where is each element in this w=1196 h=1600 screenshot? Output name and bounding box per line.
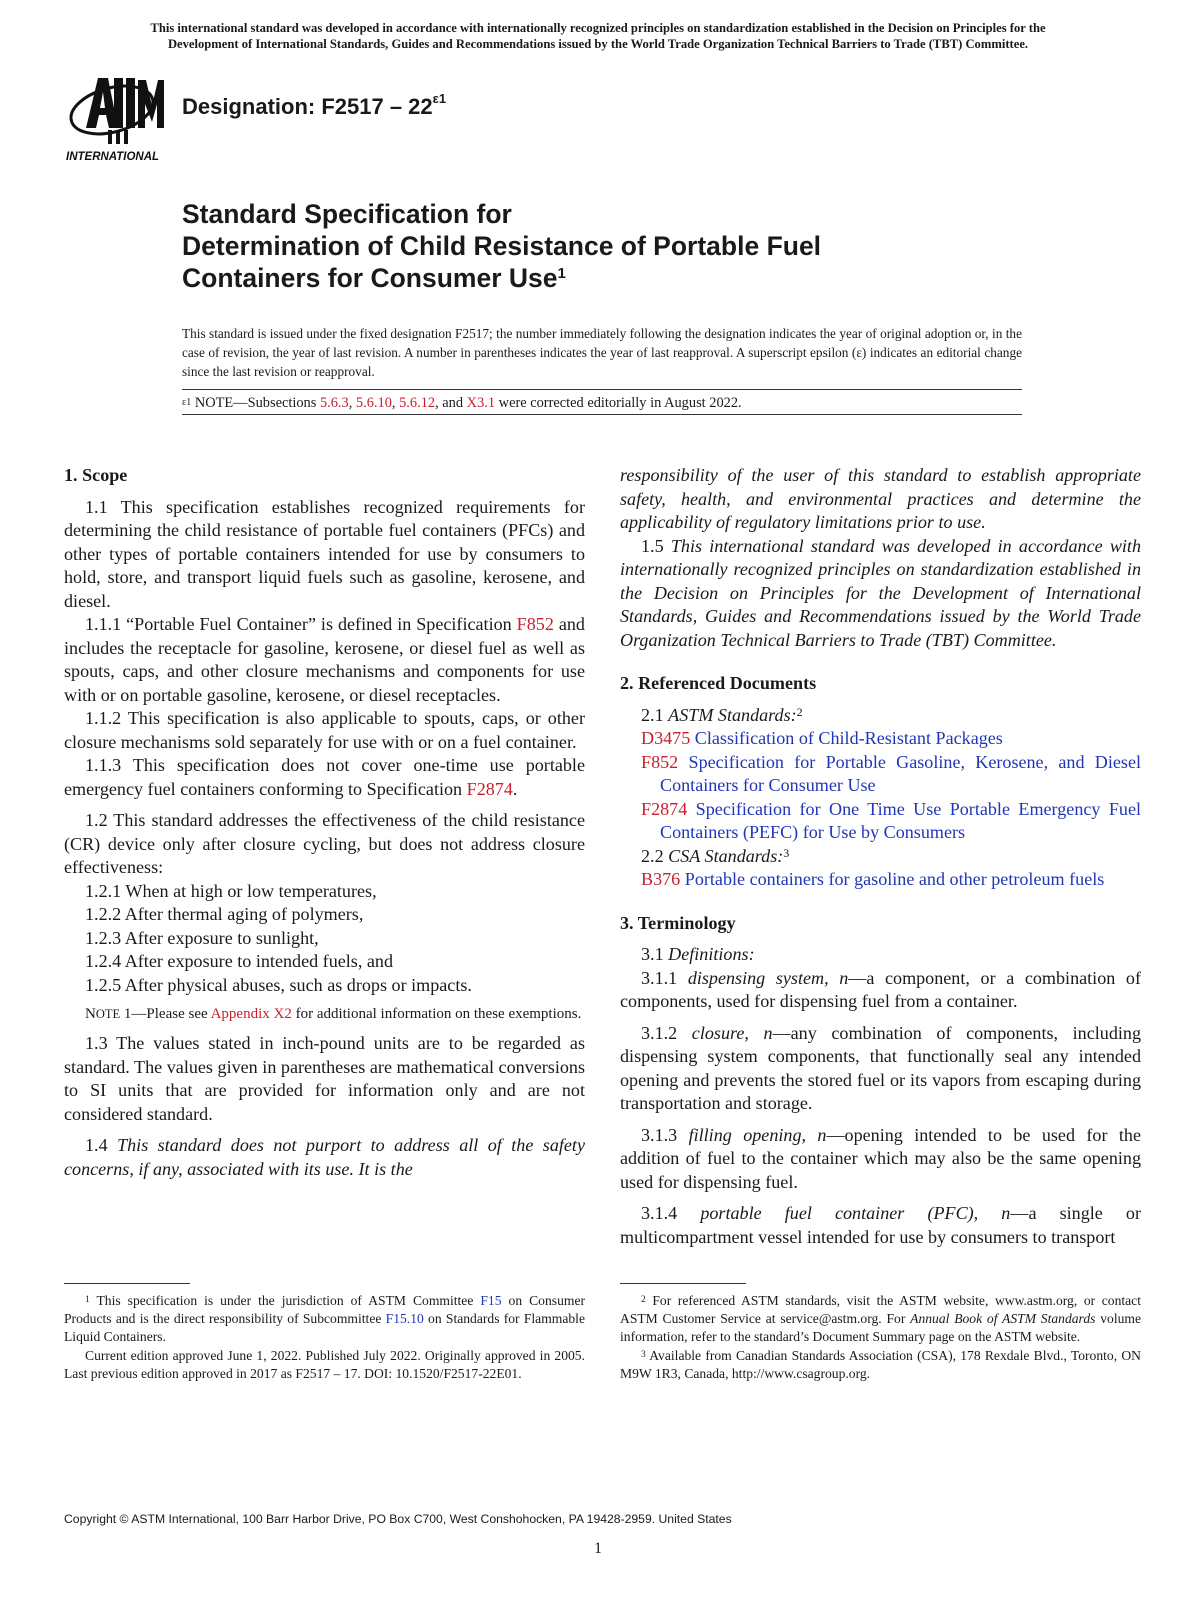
- footnotes-right: [620, 1292, 1141, 1383]
- list-item: 1.2.3 After exposure to sunlight,: [85, 927, 319, 948]
- terminology-heading: 3. Terminology: [620, 912, 736, 933]
- reference-b376[interactable]: B376 Portable containers for gasoline and other petroleum fuels: [641, 869, 1105, 889]
- title-line-3: Containers for Consumer Use$^1$: [182, 263, 566, 293]
- link-5-6-12[interactable]: 5.6.12: [399, 395, 436, 411]
- title-line-2: Determination of Child Resistance of Portable Fuel: [182, 231, 822, 261]
- editorial-note: $^{\varepsilon 1}$ NOTE—Subsections 5.6.3, 5.6.10, 5.6.12, and X3.1 were corrected editorially in August 2022.: [182, 395, 742, 411]
- list-1-2: [64, 880, 585, 998]
- wto-notice-line-1: This international standard was developed in accordance with internationally recognized principles on standardization established in the Decision on Principles for the: [150, 21, 1046, 35]
- page-number: 1: [594, 1540, 602, 1557]
- divider: [182, 414, 1022, 415]
- para-1-1: 1.1 This specification establishes recognized requirements for determining the child resistance of portable fuel containers (PFCs) and other types of portable containers intended for use by consumers to hold, store, and transport liquid fuels such as gasoline, kerosene, and diesel.: [64, 496, 585, 611]
- link-appendix-x2[interactable]: Appendix X2: [210, 1006, 292, 1022]
- copyright-line: Copyright © ASTM International, 100 Barr Harbor Drive, PO Box C700, West Conshohocken, PA 19428-2959. United States: [64, 1512, 732, 1526]
- link-f15-10[interactable]: F15.10: [385, 1311, 424, 1327]
- left-column: [64, 464, 585, 1181]
- csa-standards-label: 2.2 CSA Standards:$^3$: [641, 845, 790, 866]
- definition-3-1-2: 3.1.2 closure, n—any combination of components, including dispensing system components, that functionally seal any intended opening and prevents the stored fuel or its vapors from escaping during transportation and storage.: [620, 1022, 1141, 1113]
- link-5-6-3[interactable]: 5.6.3: [319, 395, 349, 411]
- reference-f852[interactable]: F852 Specification for Portable Gasoline, Kerosene, and Diesel Containers for Consumer Use: [641, 751, 1142, 795]
- logo-text: INTERNATIONAL: [66, 151, 160, 163]
- scope-heading: 1. Scope: [64, 465, 128, 485]
- document-title: [182, 198, 1062, 294]
- para-1-1-3: 1.1.3 This specification does not cover one-time use portable emergency fuel containers conforming to Specification F2874.: [64, 755, 585, 799]
- designation: [182, 91, 447, 120]
- definitions-label: 3.1 Definitions:: [641, 944, 755, 964]
- link-f15[interactable]: F15: [480, 1293, 502, 1308]
- definition-3-1-4: 3.1.4 portable fuel container (PFC), n—a single or multicompartment vessel intended for use by consumers to transport: [620, 1203, 1142, 1247]
- para-1-4-continued: responsibility of the user of this standard to establish appropriate safety, health, and environmental practices and determine the applicability of regulatory limitations prior to use.: [620, 465, 1141, 532]
- footnote-1: $^1$ This specification is under the jurisdiction of ASTM Committee F15 on Consumer Products and is the direct responsibility of Subcommittee F15.10 on Standards for Flammable Liquid Containers.: [64, 1293, 586, 1345]
- reference-d3475[interactable]: D3475 Classification of Child-Resistant Packages: [641, 728, 1003, 748]
- title-footnote-mark: 1: [557, 265, 566, 282]
- astm-standards-label: 2.1 ASTM Standards:$^2$: [641, 704, 803, 725]
- designation-label: Designation: F2517 – 22: [182, 94, 433, 119]
- list-item: 1.2.2 After thermal aging of polymers,: [85, 904, 364, 924]
- para-1-2: 1.2 This standard addresses the effectiveness of the child resistance (CR) device only after closure cycling, but does not address closure effectiveness:: [64, 810, 585, 877]
- footnote-divider: [620, 1283, 746, 1284]
- definition-3-1-3: 3.1.3 filling opening, n—opening intended to be used for the addition of fuel to the container which may also be the same opening used for dispensing fuel.: [620, 1124, 1141, 1192]
- wto-notice-line-2: Development of International Standards, Guides and Recommendations issued by the World Trade Organization Technical Barriers to Trade (TBT) Committee.: [167, 37, 1029, 51]
- link-5-6-10[interactable]: 5.6.10: [355, 395, 392, 411]
- note-1: NOTE 1—Please see Appendix X2 for additional information on these exemptions.: [85, 1006, 582, 1022]
- list-item: 1.2.5 After physical abuses, such as drops or impacts.: [85, 974, 472, 995]
- epsilon-mark: ε1: [182, 397, 192, 408]
- link-x3-1[interactable]: X3.1: [466, 395, 496, 411]
- designation-superscript: ε1: [432, 91, 447, 106]
- footnote-2: $^2$ For referenced ASTM standards, visit the ASTM website, www.astm.org, or contact ASTM Customer Service at service@astm.org. For Annual Book of ASTM Standards volume information, refer to the standard’s Document Summary page on the ASTM website.: [620, 1293, 1142, 1345]
- definition-3-1-1: 3.1.1 dispensing system, n—a component, or a combination of components, used for dispensing fuel from a container.: [620, 967, 1141, 1011]
- title-line-1: Standard Specification for: [182, 199, 512, 229]
- footnote-3: $^3$ Available from Canadian Standards Association (CSA), 178 Rexdale Blvd., Toronto, ON M9W 1R3, Canada, http://www.csagroup.org.: [620, 1347, 1141, 1381]
- footnotes-left: [64, 1292, 585, 1383]
- para-1-1-1: 1.1.1 “Portable Fuel Container” is defined in Specification F852 and includes the receptacle for gasoline, kerosene, or diesel fuel as well as spouts, caps, and other closure mechanisms and components for use with or on portable gasoline, kerosene, or diesel receptacles.: [64, 614, 585, 705]
- reference-f2874[interactable]: F2874 Specification for One Time Use Portable Emergency Fuel Containers (PEFC) for Use by Consumers: [641, 798, 1142, 842]
- wto-notice: [60, 20, 1136, 52]
- issuance-statement: This standard is issued under the fixed designation F2517; the number immediately following the designation indicates the year of original adoption or, in the case of revision, the year of last revision. A number in parentheses indicates the year of last reapproval. A superscript epsilon (ε) indicates an editorial change since the last revision or reapproval.: [182, 326, 1022, 379]
- footnote-1-approval: Current edition approved June 1, 2022. Published July 2022. Originally approved in 2005. Last previous edition approved in 2017 as F2517 – 17. DOI: 10.1520/F2517-22E01.: [64, 1347, 585, 1381]
- para-1-1-2: 1.1.2 This specification is also applicable to spouts, caps, or other closure mechanisms sold separately for use with or on a fuel container.: [64, 708, 585, 752]
- footnote-divider: [64, 1283, 190, 1284]
- link-f2874[interactable]: F2874: [466, 778, 513, 799]
- para-1-4: 1.4 This standard does not purport to address all of the safety concerns, if any, associated with its use. It is the: [64, 1135, 585, 1179]
- list-item: 1.2.4 After exposure to intended fuels, and: [85, 951, 394, 971]
- list-item: 1.2.1 When at high or low temperatures,: [85, 880, 377, 901]
- referenced-documents-heading: 2. Referenced Documents: [620, 673, 817, 693]
- para-1-5: 1.5 This international standard was developed in accordance with internationally recognized principles on standardization established in the Decision on Principles for the Development of International Standards, Guides and Recommendations issued by the World Trade Organization Technical Barriers to Trade (TBT) Committee.: [620, 535, 1141, 650]
- link-f852[interactable]: F852: [516, 614, 554, 634]
- right-column: [620, 464, 1141, 1249]
- divider: [182, 389, 1022, 390]
- astm-logo: [64, 70, 168, 166]
- para-1-3: 1.3 The values stated in inch-pound units are to be regarded as standard. The values given in parentheses are mathematical conversions to SI units that are provided for information only and are not considered standard.: [64, 1033, 585, 1124]
